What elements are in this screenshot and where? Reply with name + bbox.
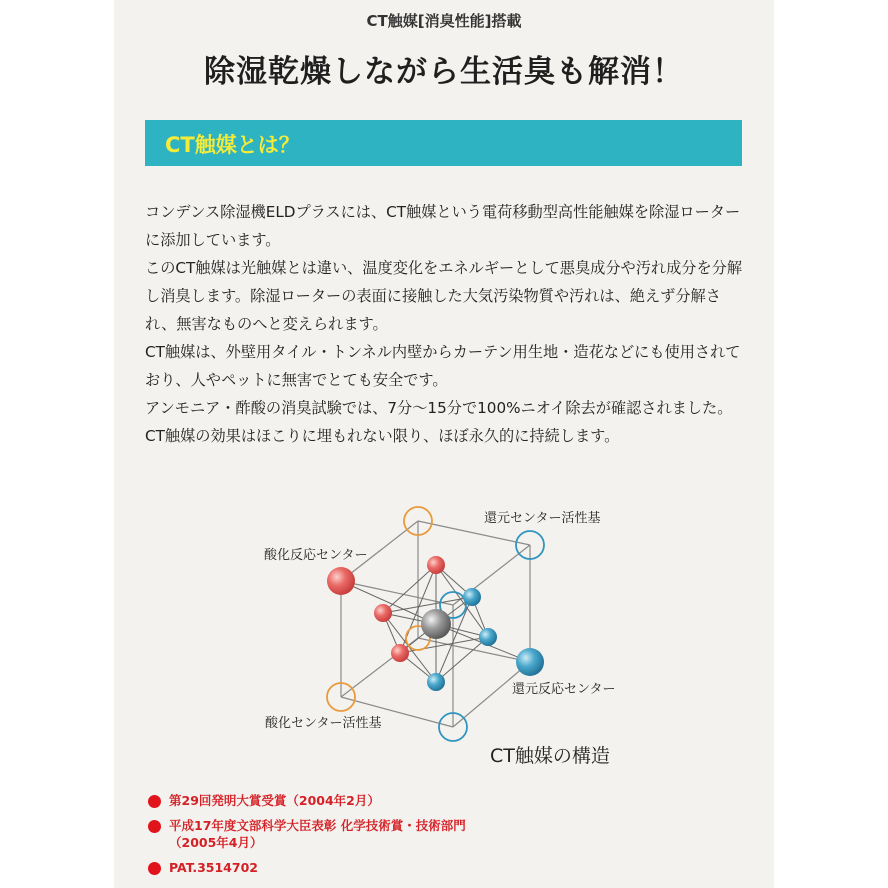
- sphere-blue-small: [479, 628, 497, 646]
- awards-list: [148, 792, 568, 884]
- sphere-blue-small: [463, 588, 481, 606]
- diagram-caption: CT触媒の構造: [490, 745, 610, 767]
- label-reduction-active: 還元センター活性基: [484, 511, 601, 526]
- sphere-red-large: [327, 567, 355, 595]
- paragraph: このCT触媒は光触媒とは違い、温度変化をエネルギーとして悪臭成分や汚れ成分を分解し消臭します。除湿ローターの表面に接触した大気汚染物質や汚れは、絶えず分解され、無害なものへと変えられます。: [145, 259, 743, 333]
- award-text: 平成17年度文部科学大臣表彰 化学技術賞・技術部門 （2005年4月）: [169, 818, 466, 850]
- label-oxidation-center: 酸化反応センター: [264, 548, 368, 563]
- content-panel: [114, 0, 774, 888]
- section-heading: CT触媒とは？: [165, 133, 300, 157]
- paragraph: CT触媒は、外壁用タイル・トンネル内壁からカーテン用生地・造花などにも使用されており、人やペットに無害でとても安全です。: [145, 343, 741, 389]
- sphere-red-small: [374, 604, 392, 622]
- award-item: [148, 817, 568, 851]
- paragraph: コンデンス除湿機ELDプラスには、CT触媒という電荷移動型高性能触媒を除湿ローターに添加しています。: [145, 203, 741, 249]
- section-heading-band: [145, 120, 742, 166]
- award-item: [148, 792, 568, 809]
- ct-catalyst-structure-diagram: [114, 490, 774, 780]
- bullet-dot-icon: [148, 820, 161, 833]
- award-text: PAT.3514702: [169, 860, 258, 875]
- paragraph: アンモニア・酢酸の消臭試験では、7分〜15分で100%ニオイ除去が確認されました。CT触媒の効果はほこりに埋もれない限り、ほぼ永久的に持続します。: [145, 399, 733, 445]
- label-reduction-center: 還元反応センター: [512, 682, 616, 697]
- award-text: 第29回発明大賞受賞（2004年2月）: [169, 793, 380, 808]
- small-title: CT触媒[消臭性能]搭載: [366, 12, 522, 30]
- label-oxidation-active: 酸化センター活性基: [265, 716, 382, 731]
- main-title: 除湿乾燥しながら生活臭も解消！: [204, 54, 684, 90]
- sphere-red-small: [391, 644, 409, 662]
- description: [145, 198, 745, 450]
- bullet-dot-icon: [148, 862, 161, 875]
- sphere-blue-large: [516, 648, 544, 676]
- sphere-red-small: [427, 556, 445, 574]
- award-item: [148, 859, 568, 876]
- sphere-blue-small: [427, 673, 445, 691]
- sphere-gray-center: [421, 609, 451, 639]
- bullet-dot-icon: [148, 795, 161, 808]
